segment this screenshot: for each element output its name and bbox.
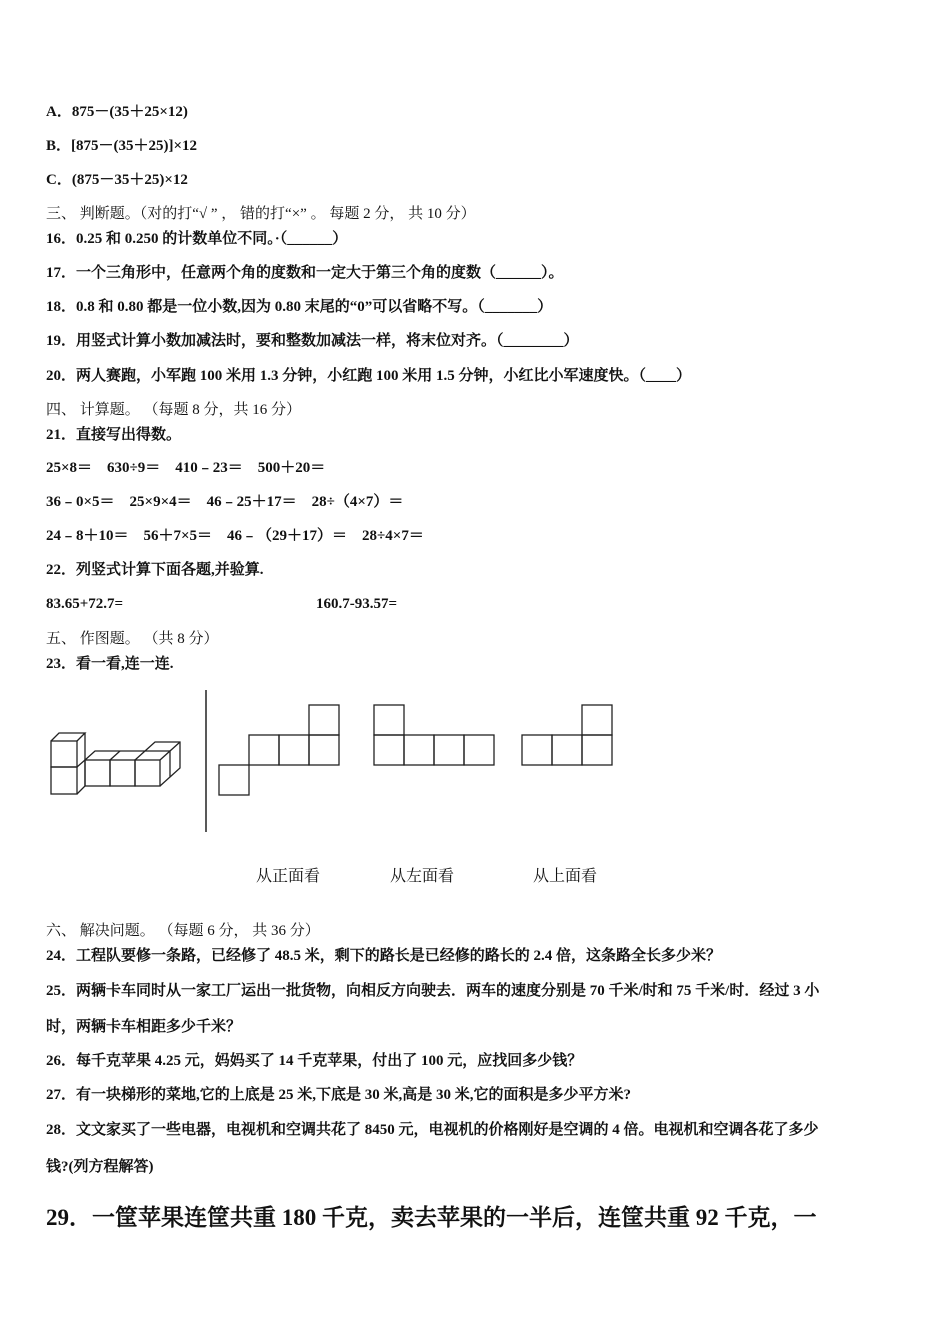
question-29: 29．一筐苹果连筐共重 180 千克，卖去苹果的一半后，连筐共重 92 千克，一 xyxy=(46,1205,817,1230)
section-3-title: 三、 判断题。（对的打“√ ” ， 错的打“×” 。 每题 2 分， 共 10 分） xyxy=(46,206,476,222)
option-c: C．(875－35＋25)×12 xyxy=(46,172,188,188)
question-24: 24．工程队要修一条路，已经修了 48.5 米，剩下的路长是已经修的路长的 2.4 倍，这条路全长多少米？ xyxy=(46,948,722,964)
calc-row-2: 36﹣0×5＝ 25×9×4＝ 46﹣25＋17＝ 28÷（4×7）＝ xyxy=(46,494,404,510)
calc-row-3: 24﹣8＋10＝ 56＋7×5＝ 46﹣（29＋17）＝ 28÷4×7＝ xyxy=(46,528,424,544)
label-front-view: 从正面看 xyxy=(256,866,321,885)
section-4-title: 四、 计算题。 （每题 8 分，共 16 分） xyxy=(46,402,302,418)
cube-solid xyxy=(51,733,180,794)
section-6-title: 六、 解决问题。 （每题 6 分， 共 36 分） xyxy=(46,923,320,939)
question-20: 20．两人赛跑，小军跑 100 米用 1.3 分钟，小红跑 100 米用 1.5 分钟，小红比小军速度快。（____） xyxy=(46,368,692,384)
question-25-line-2: 时，两辆卡车相距多少千米？ xyxy=(46,1019,242,1035)
question-23: 23．看一看,连一连. xyxy=(46,656,174,672)
option-b: B．[875－(35＋25)]×12 xyxy=(46,138,198,154)
question-18: 18．0.8 和 0.80 都是一位小数,因为 0.80 末尾的“0”可以省略不写。（_______） xyxy=(46,299,553,315)
question-17: 17．一个三角形中，任意两个角的度数和一定大于第三个角的度数（______）。 xyxy=(46,265,564,281)
front-view-grid xyxy=(219,705,339,795)
question-21: 21．直接写出得数。 xyxy=(46,427,182,443)
question-19: 19．用竖式计算小数加减法时，要和整数加减法一样，将末位对齐。（________） xyxy=(46,333,579,349)
top-view-grid xyxy=(522,705,612,765)
option-a: A．875－(35＋25×12) xyxy=(46,104,188,120)
question-25-line-1: 25．两辆卡车同时从一家工厂运出一批货物，向相反方向驶去．两车的速度分别是 70 千米/时和 75 千米/时．经过 3 小 xyxy=(46,983,820,999)
label-left-view: 从左面看 xyxy=(390,866,455,885)
question-27: 27．有一块梯形的菜地,它的上底是 25 米,下底是 30 米,高是 30 米,它的面积是多少平方米? xyxy=(46,1087,632,1103)
vertical-calc-1: 83.65+72.7= xyxy=(46,596,124,612)
left-view-grid xyxy=(374,705,494,765)
question-26: 26．每千克苹果 4.25 元，妈妈买了 14 千克苹果，付出了 100 元，应找回多少钱？ xyxy=(46,1053,583,1069)
question-16: 16．0.25 和 0.250 的计数单位不同。·（______） xyxy=(46,231,348,247)
section-5-title: 五、 作图题。 （共 8 分） xyxy=(46,631,219,647)
label-top-view: 从上面看 xyxy=(533,866,598,885)
calc-row-1: 25×8＝ 630÷9＝ 410﹣23＝ 500＋20＝ xyxy=(46,460,326,476)
question-22: 22．列竖式计算下面各题,并验算. xyxy=(46,562,264,578)
vertical-calc-2: 160.7-93.57= xyxy=(316,596,398,612)
question-28-line-2: 钱?(列方程解答) xyxy=(46,1159,154,1175)
question-28-line-1: 28．文文家买了一些电器，电视机和空调共花了 8450 元，电视机的价格刚好是空调的 4 倍。电视机和空调各花了多少 xyxy=(46,1122,819,1138)
